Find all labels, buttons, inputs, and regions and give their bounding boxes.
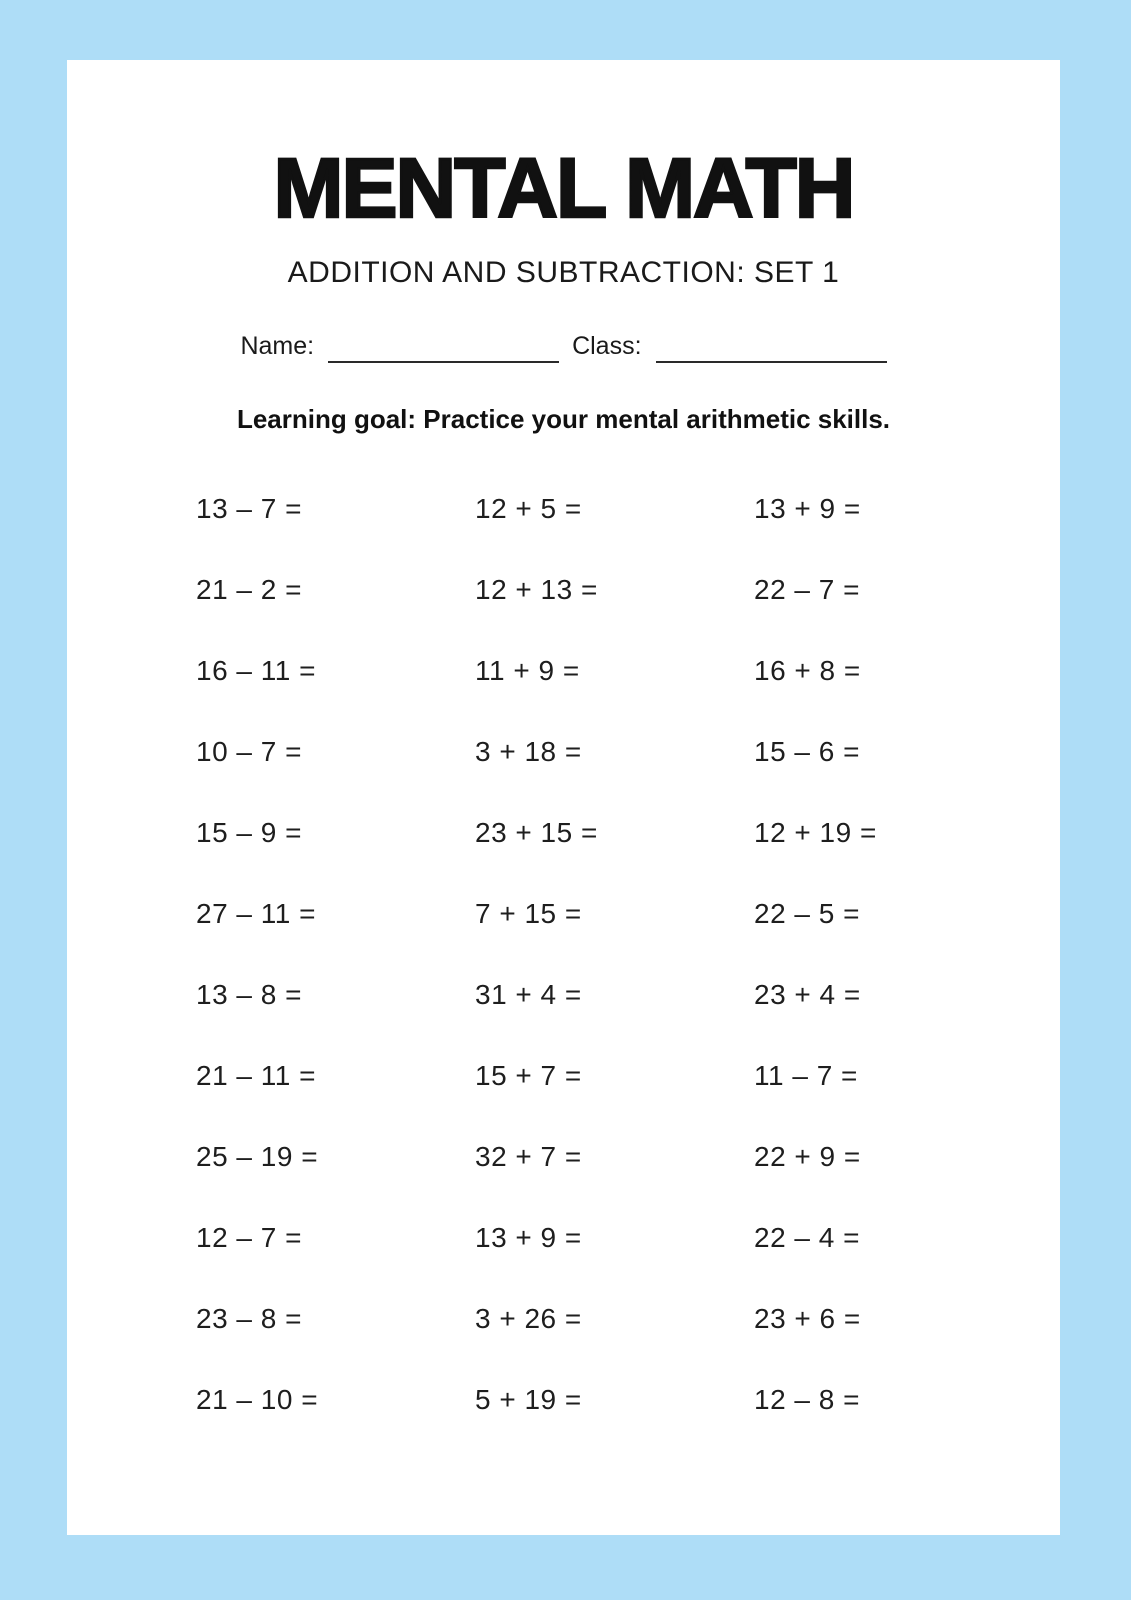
problem-cell: 23 + 15 =	[475, 816, 598, 848]
problem-cell: 16 – 11 =	[196, 654, 316, 686]
problem-cell: 13 – 7 =	[196, 492, 302, 524]
worksheet-subtitle: ADDITION AND SUBTRACTION: SET 1	[287, 256, 840, 289]
problem-cell: 15 – 6 =	[754, 735, 860, 767]
problem-cell: 23 + 6 =	[754, 1302, 861, 1334]
problem-cell: 12 – 7 =	[196, 1221, 302, 1253]
problem-cell: 12 – 8 =	[754, 1383, 860, 1415]
problem-cell: 15 – 9 =	[196, 816, 302, 848]
problem-cell: 3 + 18 =	[475, 735, 582, 767]
problem-cell: 21 – 11 =	[196, 1059, 316, 1091]
problem-cell: 11 – 7 =	[754, 1059, 858, 1091]
problem-cell: 21 – 2 =	[196, 573, 302, 605]
problem-cell: 13 + 9 =	[754, 492, 861, 524]
problem-cell: 5 + 19 =	[475, 1383, 582, 1415]
name-blank-line	[328, 333, 559, 363]
problem-cell: 11 + 9 =	[475, 654, 580, 686]
problem-cell: 25 – 19 =	[196, 1140, 319, 1172]
problem-cell: 3 + 26 =	[475, 1302, 582, 1334]
problem-cell: 16 + 8 =	[754, 654, 861, 686]
problem-cell: 12 + 19 =	[754, 816, 877, 848]
problem-cell: 32 + 7 =	[475, 1140, 582, 1172]
problem-cell: 7 + 15 =	[475, 897, 582, 929]
problem-cell: 15 + 7 =	[475, 1059, 582, 1091]
worksheet-page	[67, 60, 1060, 1535]
learning-goal-text: Learning goal: Practice your mental arithmetic skills.	[236, 404, 891, 434]
problem-cell: 31 + 4 =	[475, 978, 582, 1010]
class-blank-line	[656, 333, 887, 363]
problem-cell: 12 + 13 =	[475, 573, 598, 605]
problem-cell: 21 – 10 =	[196, 1383, 319, 1415]
problem-cell: 22 + 9 =	[754, 1140, 861, 1172]
problems-grid	[67, 468, 1033, 1440]
problem-cell: 13 + 9 =	[475, 1221, 582, 1253]
worksheet-title: MENTAL MATH	[273, 141, 854, 235]
problem-cell: 13 – 8 =	[196, 978, 302, 1010]
name-label: Name:	[240, 332, 315, 360]
problem-cell: 12 + 5 =	[475, 492, 582, 524]
problem-cell: 10 – 7 =	[196, 735, 302, 767]
problem-cell: 22 – 4 =	[754, 1221, 860, 1253]
problem-cell: 23 + 4 =	[754, 978, 861, 1010]
name-class-row	[67, 332, 1060, 363]
problem-cell: 22 – 7 =	[754, 573, 860, 605]
problem-cell: 27 – 11 =	[196, 897, 316, 929]
problem-cell: 23 – 8 =	[196, 1302, 302, 1334]
class-label: Class:	[572, 332, 642, 360]
problem-cell: 22 – 5 =	[754, 897, 860, 929]
